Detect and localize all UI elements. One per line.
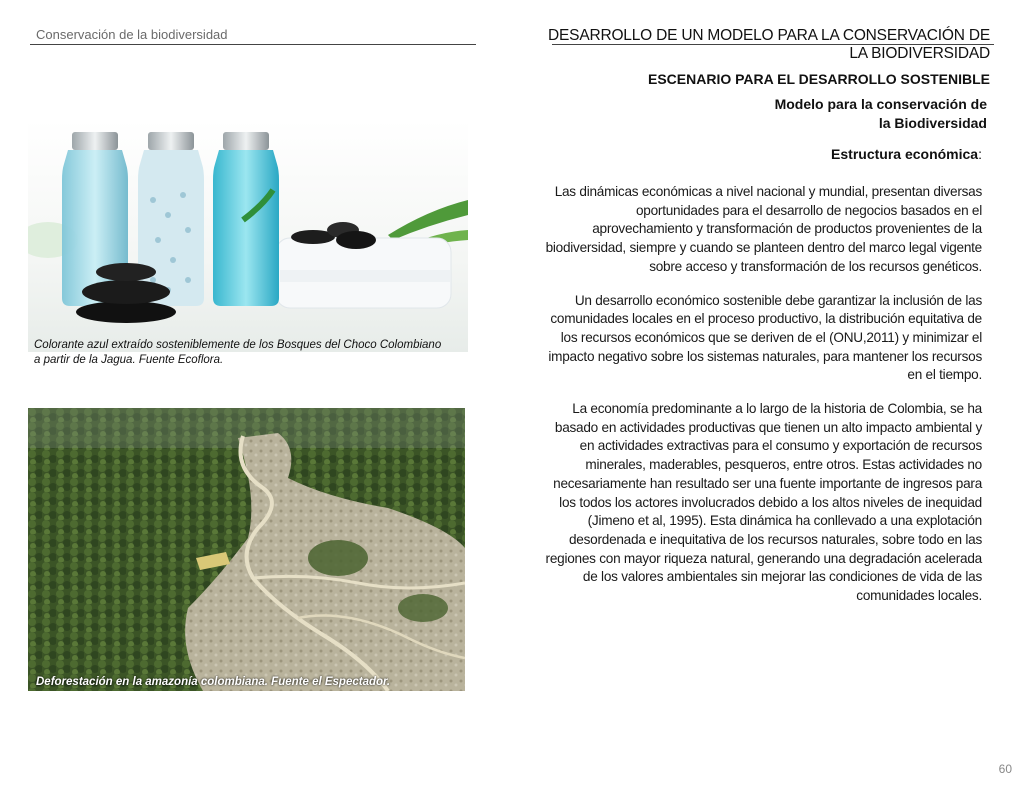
section-subtitle: ESCENARIO PARA EL DESARROLLO SOSTENIBLE bbox=[648, 71, 990, 87]
figure-caption-1: Colorante azul extraído sosteniblemente de los Bosques del Choco Colombiano a partir de la Jagua. Fuente Ecoflora. bbox=[34, 339, 442, 366]
header-rule-right bbox=[552, 44, 994, 45]
page-number: 60 bbox=[998, 762, 1012, 776]
photo-blue-dye-bottles bbox=[28, 120, 468, 352]
structure-heading bbox=[831, 146, 982, 162]
model-heading-line2: la Biodiversidad bbox=[878, 115, 987, 131]
model-heading bbox=[775, 95, 987, 133]
structure-label: Estructura económica bbox=[831, 146, 979, 162]
chapter-title: DESARROLLO DE UN MODELO PARA LA CONSERVACIÓN DE LA BIODIVERSIDAD bbox=[548, 27, 990, 62]
header-rule-left bbox=[30, 44, 476, 45]
running-header-left: Conservación de la biodiversidad bbox=[36, 27, 228, 42]
deforestation-illustration bbox=[28, 408, 465, 691]
figure-caption-2: Deforestación en la amazonía colombiana. Fuente el Espectador. bbox=[36, 676, 391, 688]
paragraph: Las dinámicas económicas a nivel nacional y mundial, presentan diversas oportunidades para el desarrollo de negocios basados en el aprovechamiento y transformación de productos provenientes de la biodiversidad, siempre y cuando se planteen dentro del marco legal vigente sobre acceso y transformación de los recursos genéticos. bbox=[545, 184, 982, 274]
body-text bbox=[542, 183, 982, 621]
bottles-illustration bbox=[28, 120, 468, 352]
model-heading-line1: Modelo para la conservación de bbox=[774, 96, 987, 112]
photo-amazon-deforestation bbox=[28, 408, 465, 691]
structure-colon: : bbox=[978, 146, 982, 162]
paragraph: Un desarrollo económico sostenible debe garantizar la inclusión de las comunidades locales en el proceso productivo, la distribución equitativa de los recursos económicos que se deriven de el (ONU,2011) y minimizar el impacto negativo sobre los sistemas naturales, para mantener los recursos en el tiempo. bbox=[548, 292, 982, 383]
paragraph: La economía predominante a lo largo de la historia de Colombia, se ha basado en actividades productivas que tienen un alto impacto ambiental y en actividades extractivas para el consumo y exportación de recursos minerales, maderables, pesqueros, entre otros. Estas actividades no necesariamente han resultado ser una fuente importante de ingresos para los todos los actores involucrados debido a los altos niveles de inequidad (Jimeno et al, 1995). Esta dinámica ha conllevado a una explotación desordenada e inequitativa de los recursos naturales, sobre todo en las regiones con mayor riqueza natural, generando una degradación acelerada de los valores ambientales sin mejorar las condiciones de vida de las comunidades locales. bbox=[545, 401, 982, 604]
